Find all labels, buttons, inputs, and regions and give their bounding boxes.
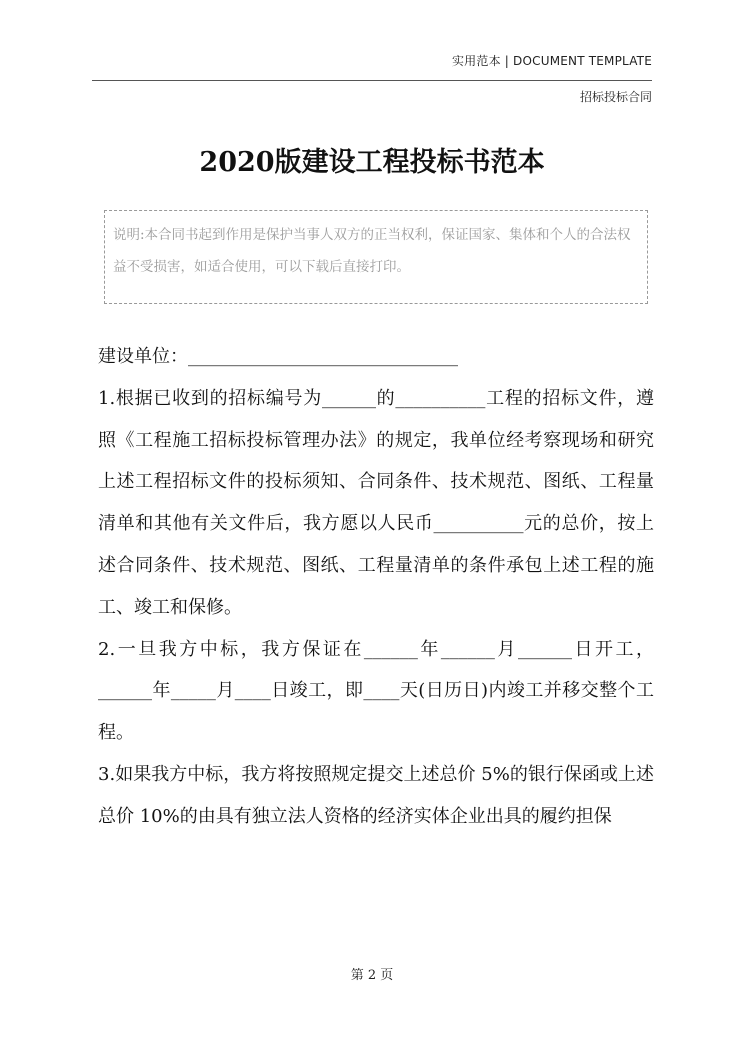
- construction-unit-line: 建设单位：______________________________: [98, 346, 458, 367]
- paragraph-1: 1.根据已收到的招标编号为______的__________工程的招标文件，遵照《工程施工招标投标管理办法》的规定，我单位经考察现场和研究上述工程招标文件的投标须知、合同条件、技术规范、图纸、工程量清单和其他有关文件后，我方愿以人民币__________元的总价，按上述合同条件、技术规范、图纸、工程量清单的条件承包上述工程的施工、竣工和保修。: [98, 387, 654, 618]
- note-box: [104, 210, 648, 304]
- header-category: 招标投标合同: [579, 90, 652, 104]
- header-label: 实用范本 | DOCUMENT TEMPLATE: [451, 54, 652, 68]
- document-body: [98, 336, 654, 838]
- paragraph-3: 3.如果我方中标，我方将按照规定提交上述总价 5%的银行保函或上述总价 10%的由具有独立法人资格的经济实体企业出具的履约担保: [98, 763, 654, 827]
- note-text: 说明:本合同书起到作用是保护当事人双方的正当权利，保证国家、集体和个人的合法权益不受损害，如适合使用，可以下载后直接打印。: [113, 227, 631, 275]
- header-divider: [92, 80, 652, 81]
- page-number: 第 2 页: [350, 968, 394, 983]
- document-title: 2020版建设工程投标书范本: [199, 147, 545, 178]
- paragraph-2: 2.一旦我方中标，我方保证在______年______月______日开工，______年_____月____日竣工，即____天(日历日)内竣工并移交整个工程。: [98, 638, 654, 744]
